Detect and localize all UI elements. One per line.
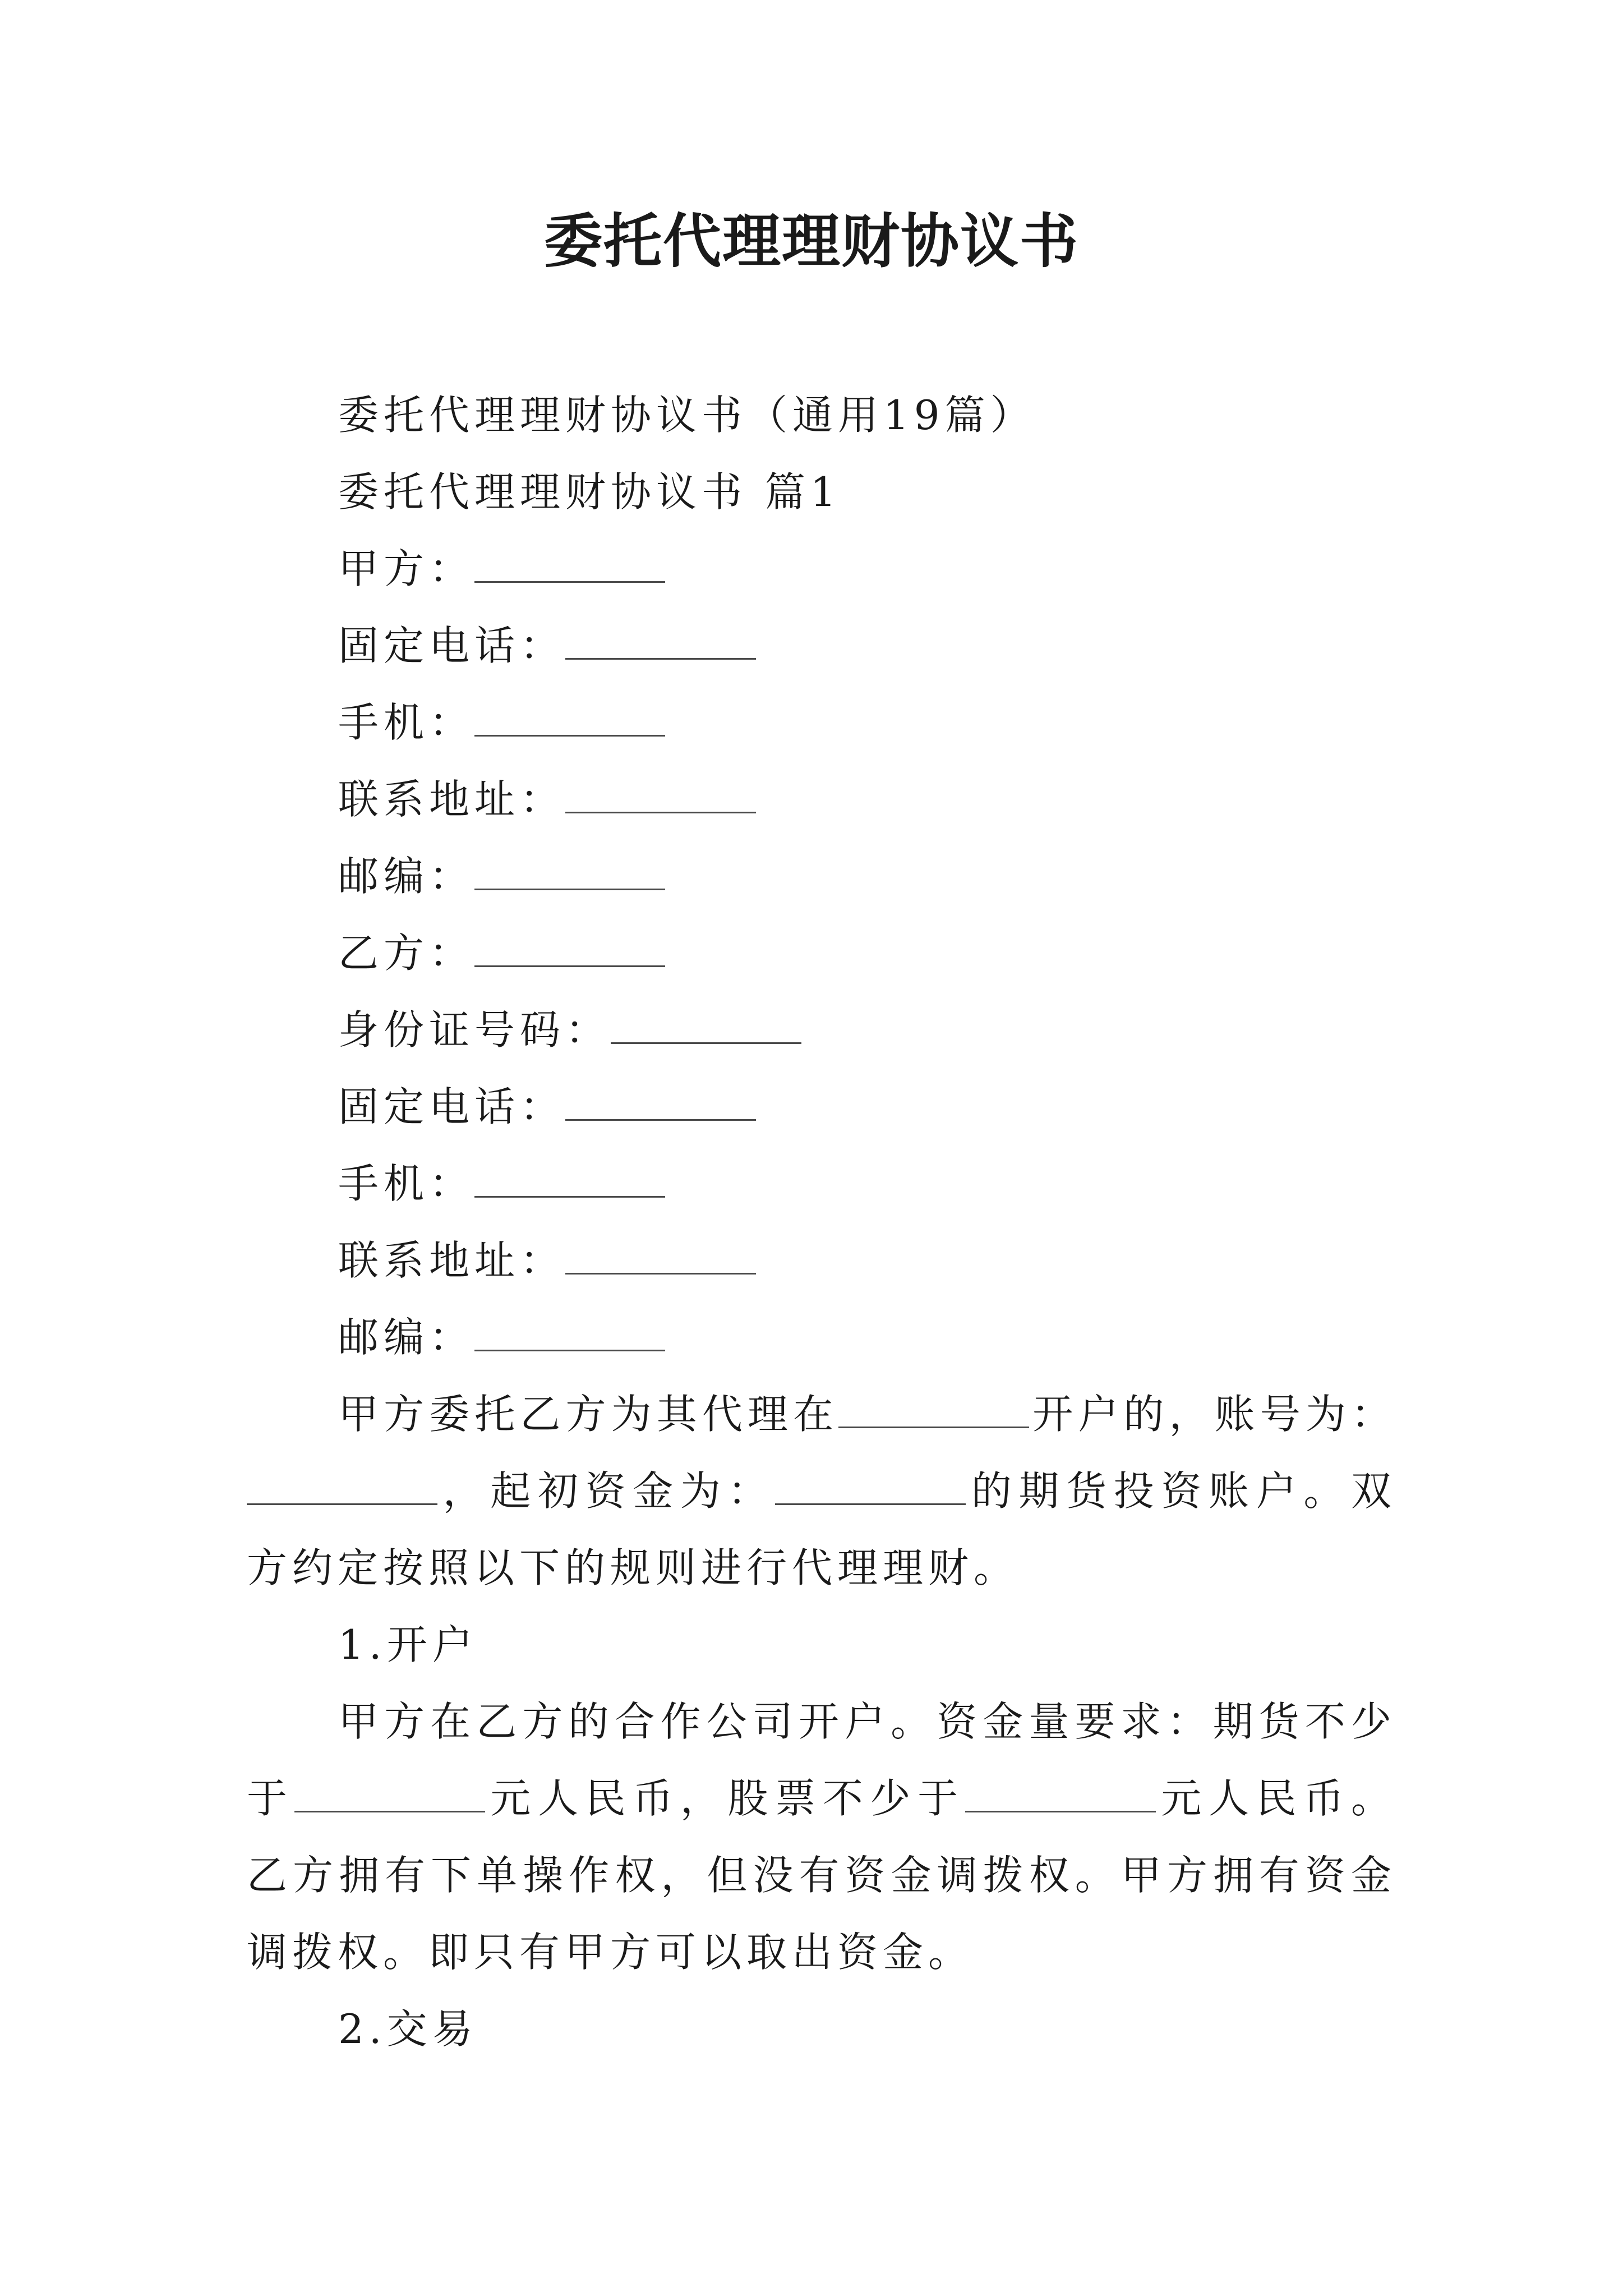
- section-2-heading: 2.交易: [338, 2005, 478, 2053]
- document-title: 委托代理理财协议书: [543, 206, 1079, 275]
- party-a-name-field: [247, 531, 1396, 608]
- party-b-name-label: 乙方：: [338, 930, 475, 977]
- stocks-minimum-blank[interactable]: [965, 1778, 1156, 1812]
- section-1-paragraph: [247, 1683, 1396, 1991]
- party-b-phone-field: [247, 1069, 1396, 1145]
- intro-text-2: 开户的，账号为：: [1032, 1391, 1396, 1438]
- party-a-phone-label: 固定电话：: [338, 622, 566, 669]
- party-b-phone-label: 固定电话：: [338, 1083, 566, 1130]
- party-a-address-label: 联系地址：: [338, 776, 566, 823]
- intro-text-4: 的期货投资账户。双方约定按照以下的规则进行代理理财。: [247, 1467, 1396, 1591]
- account-number-blank[interactable]: [247, 1471, 437, 1505]
- section-1-text-1: 甲方在乙方的合作公司开户。资金量要求：期货不少于: [247, 1698, 1396, 1822]
- party-b-name-blank[interactable]: [474, 933, 665, 967]
- document-body: [247, 377, 1396, 2068]
- intro-text-3: ，起初资金为：: [441, 1467, 776, 1515]
- party-b-id-field: [247, 992, 1396, 1069]
- party-a-postcode-label: 邮编：: [338, 853, 475, 900]
- intro-paragraph: [247, 1376, 1396, 1607]
- party-b-id-blank[interactable]: [611, 1010, 801, 1044]
- party-a-phone-blank[interactable]: [565, 625, 756, 660]
- party-b-address-blank[interactable]: [565, 1240, 756, 1274]
- section-1-heading: 1.开户: [338, 1621, 478, 1668]
- party-b-postcode-field: [247, 1299, 1396, 1376]
- party-b-mobile-label: 手机：: [338, 1160, 475, 1207]
- party-b-id-label: 身份证号码：: [338, 1006, 611, 1053]
- article-heading: 委托代理理财协议书 篇1: [338, 468, 841, 516]
- party-b-postcode-label: 邮编：: [338, 1314, 475, 1361]
- party-b-postcode-blank[interactable]: [474, 1317, 665, 1351]
- party-a-name-label: 甲方：: [338, 545, 475, 592]
- party-a-postcode-blank[interactable]: [474, 856, 665, 890]
- initial-funds-blank[interactable]: [775, 1471, 966, 1505]
- party-b-phone-blank[interactable]: [565, 1087, 756, 1121]
- section-1-text-2: 元人民币，股票不少于: [488, 1775, 965, 1822]
- party-b-mobile-field: [247, 1145, 1396, 1222]
- party-a-mobile-blank[interactable]: [474, 702, 665, 737]
- document-subtitle: 委托代理理财协议书（通用19篇）: [338, 392, 1036, 439]
- party-b-mobile-blank[interactable]: [474, 1163, 665, 1198]
- broker-blank[interactable]: [838, 1394, 1029, 1428]
- party-a-mobile-label: 手机：: [338, 699, 475, 746]
- party-b-name-field: [247, 915, 1396, 992]
- party-a-phone-field: [247, 608, 1396, 684]
- party-b-address-field: [247, 1222, 1396, 1299]
- party-a-address-field: [247, 761, 1396, 838]
- party-a-postcode-field: [247, 838, 1396, 915]
- party-a-mobile-field: [247, 684, 1396, 761]
- party-a-address-blank[interactable]: [565, 779, 756, 813]
- party-a-name-blank[interactable]: [474, 549, 665, 583]
- party-b-address-label: 联系地址：: [338, 1237, 566, 1284]
- section-1-text-3: 元人民币。乙方拥有下单操作权，但没有资金调拨权。甲方拥有资金调拨权。即只有甲方可以取出资金。: [247, 1775, 1396, 1976]
- intro-text-1: 甲方委托乙方为其代理在: [338, 1391, 839, 1438]
- futures-minimum-blank[interactable]: [294, 1778, 485, 1812]
